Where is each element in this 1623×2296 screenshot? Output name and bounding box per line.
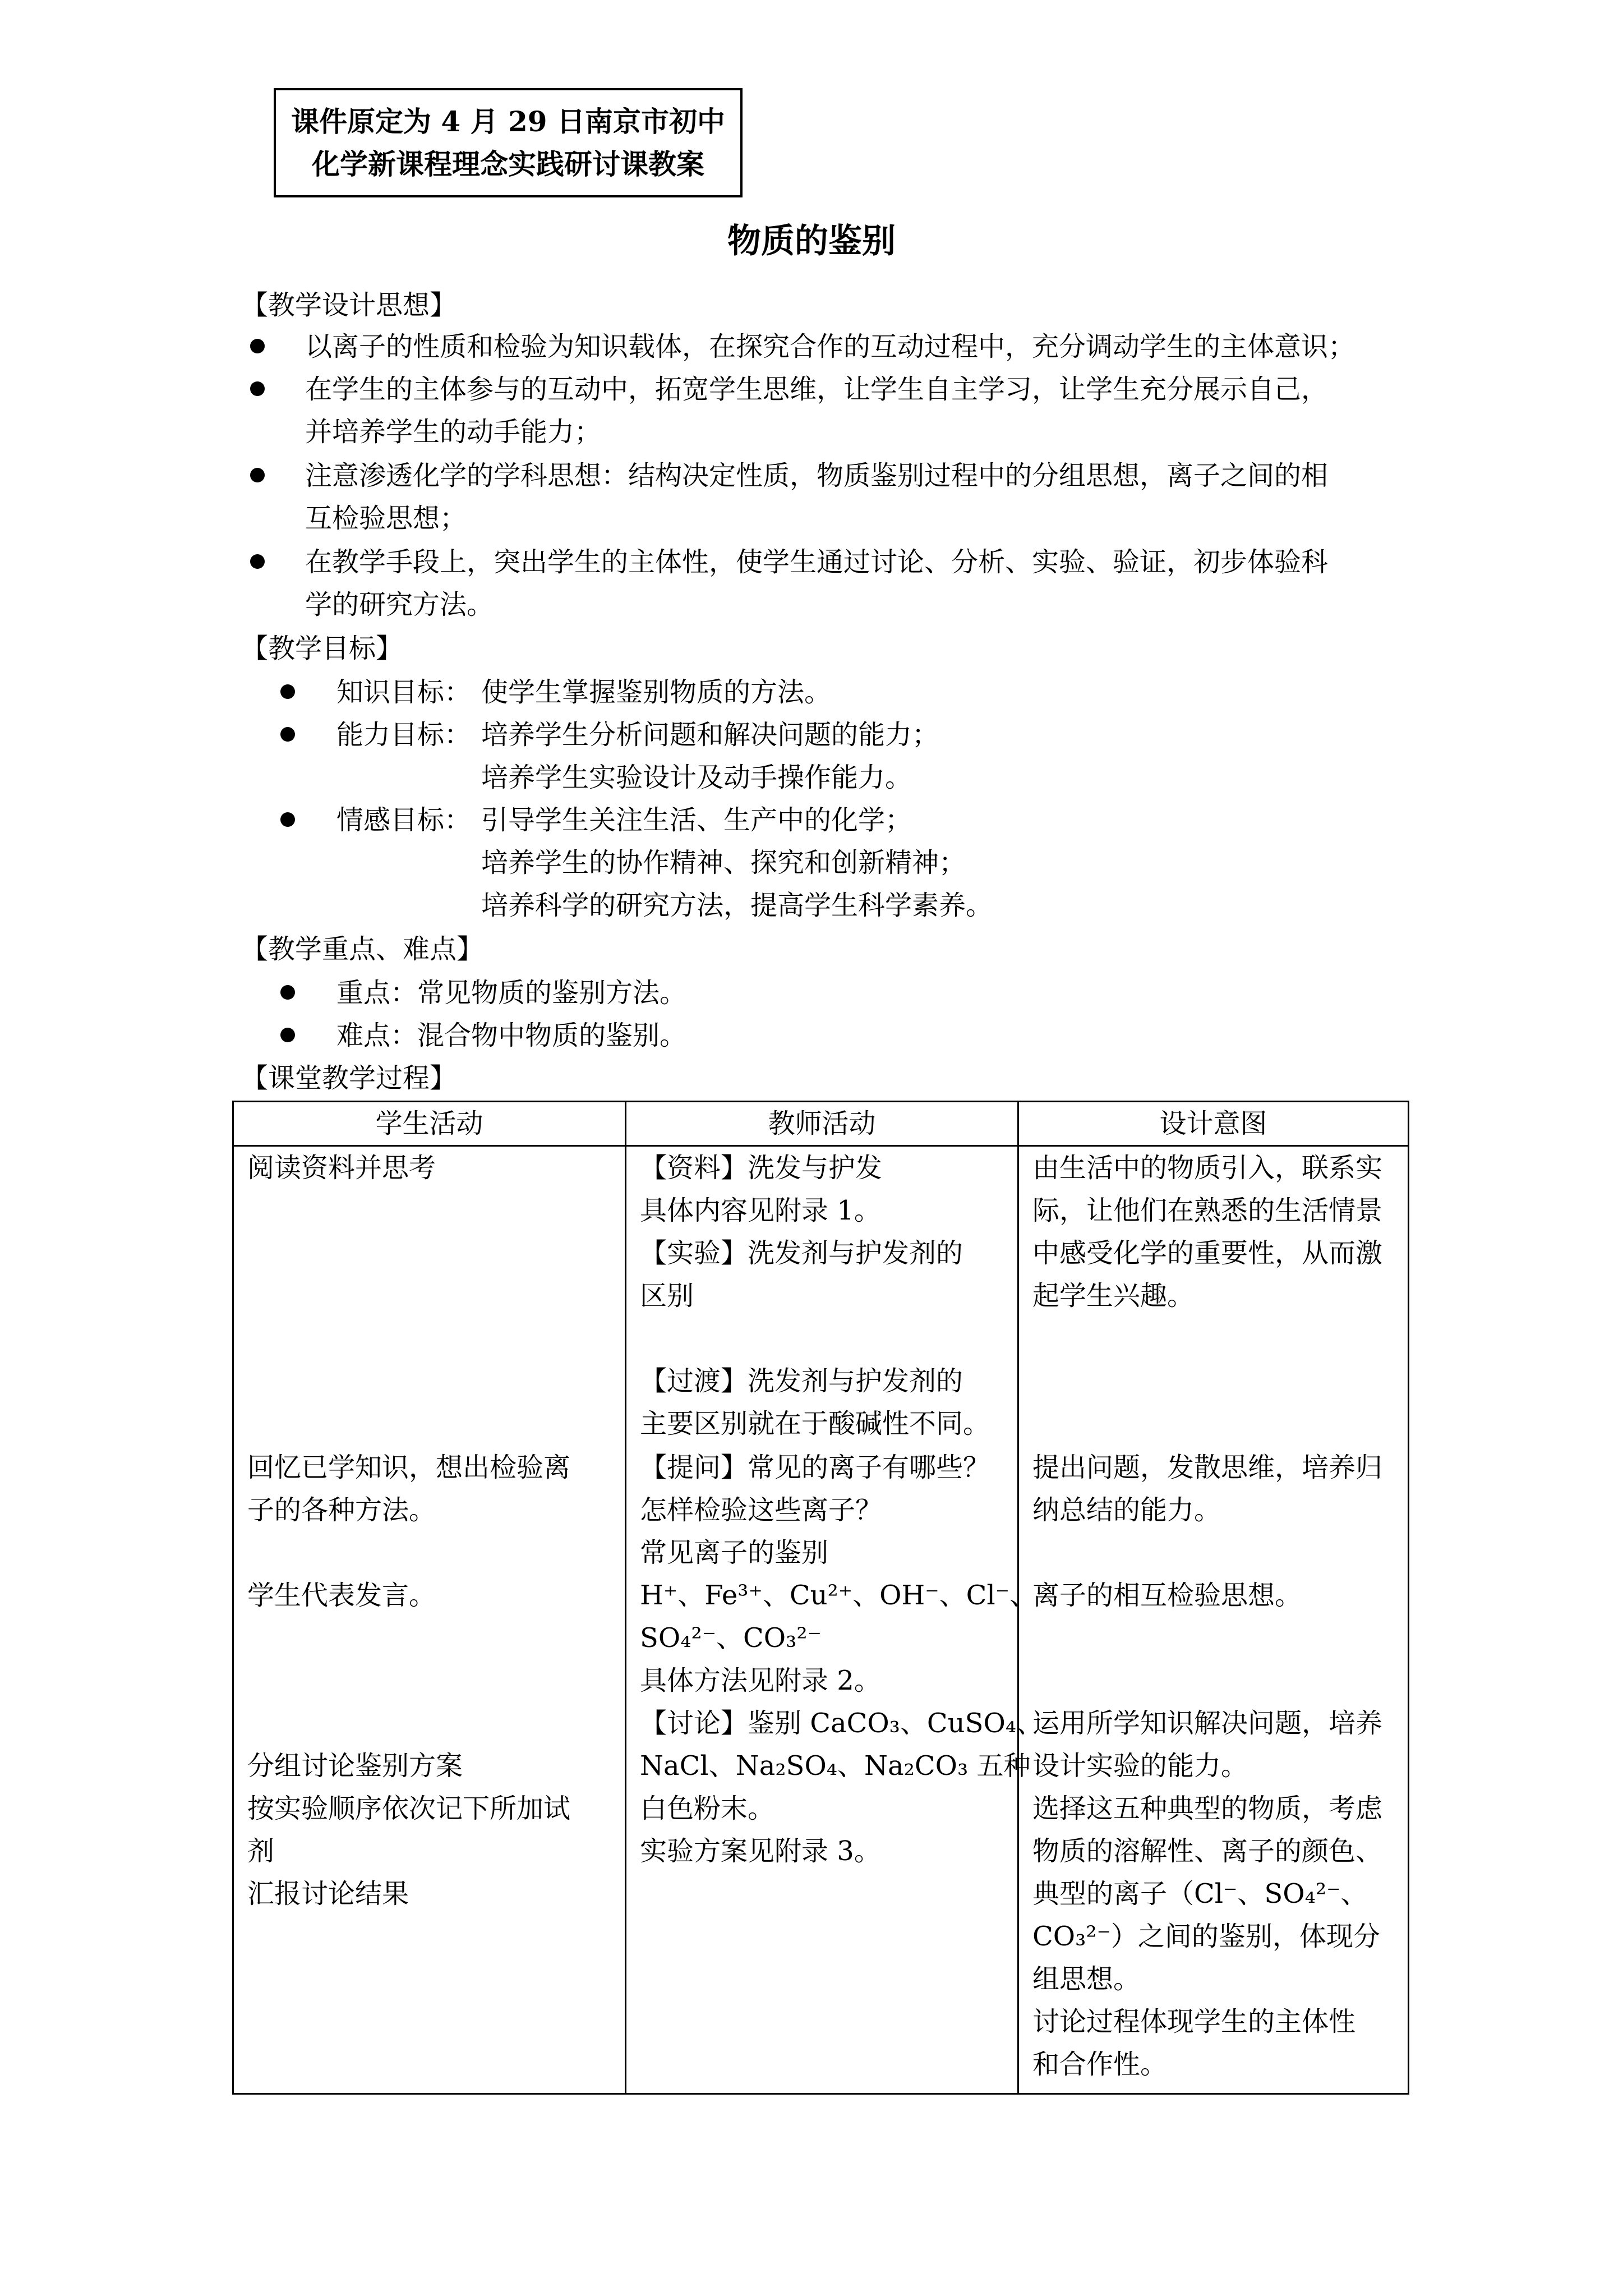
column-header-teacher: 教师活动 bbox=[626, 1102, 1018, 1146]
intent-line: 离子的相互检验思想。 bbox=[1032, 1580, 1302, 1611]
teacher-line: 常见离子的鉴别 bbox=[640, 1537, 829, 1568]
course-note-box bbox=[274, 88, 743, 197]
design-idea-2-line2: 并培养学生的动手能力； bbox=[305, 416, 602, 448]
knowledge-goal-label: 知识目标： bbox=[336, 677, 472, 708]
design-idea-1: 以离子的性质和检验为知识载体，在探究合作的互动过程中，充分调动学生的主体意识； bbox=[305, 331, 1355, 362]
intent-line: 组思想。 bbox=[1032, 1963, 1141, 1995]
student-line: 按实验顺序依次记下所加试 bbox=[247, 1793, 571, 1824]
ability-goal-2: 培养学生实验设计及动手操作能力。 bbox=[481, 762, 912, 793]
emotion-goal-label: 情感目标： bbox=[336, 804, 472, 836]
bullet-icon bbox=[250, 554, 265, 569]
intent-line: 起学生兴趣。 bbox=[1032, 1280, 1195, 1312]
column-header-student: 学生活动 bbox=[233, 1102, 626, 1146]
emotion-goal-2: 培养学生的协作精神、探究和创新精神； bbox=[481, 847, 966, 878]
student-line: 回忆已学知识，想出检验离 bbox=[247, 1452, 571, 1483]
bullet-icon bbox=[280, 1028, 295, 1042]
intent-line: 中感受化学的重要性，从而激 bbox=[1032, 1237, 1383, 1269]
intent-line: 设计实验的能力。 bbox=[1032, 1750, 1248, 1782]
bullet-icon bbox=[280, 727, 295, 742]
intent-line: 和合作性。 bbox=[1032, 2049, 1168, 2080]
intent-line: CO₃²⁻）之间的鉴别，体现分 bbox=[1032, 1921, 1380, 1952]
bullet-icon bbox=[250, 339, 265, 353]
teacher-line: 实验方案见附录 3。 bbox=[640, 1835, 881, 1867]
teacher-line: 白色粉末。 bbox=[640, 1793, 775, 1824]
teacher-line: 具体方法见附录 2。 bbox=[640, 1665, 881, 1696]
design-idea-2-line1: 在学生的主体参与的互动中，拓宽学生思维，让学生自主学习，让学生充分展示自己， bbox=[305, 374, 1329, 405]
bullet-icon bbox=[280, 985, 295, 1000]
intent-line: 讨论过程体现学生的主体性 bbox=[1032, 2006, 1356, 2037]
student-line: 分组讨论鉴别方案 bbox=[247, 1750, 463, 1782]
intent-line: 典型的离子（Cl⁻、SO₄²⁻、 bbox=[1032, 1878, 1368, 1910]
teacher-line: 主要区别就在于酸碱性不同。 bbox=[640, 1408, 990, 1439]
teacher-line: 【讨论】鉴别 CaCO₃、CuSO₄、 bbox=[640, 1708, 1044, 1739]
table-header-row bbox=[233, 1102, 1409, 1146]
design-intent-cell bbox=[1018, 1146, 1409, 2094]
student-line: 阅读资料并思考 bbox=[247, 1152, 436, 1184]
teacher-line: 具体内容见附录 1。 bbox=[640, 1195, 881, 1226]
student-line: 子的各种方法。 bbox=[247, 1494, 436, 1526]
student-line: 汇报讨论结果 bbox=[247, 1878, 409, 1910]
ability-goal-label: 能力目标： bbox=[336, 719, 472, 751]
knowledge-goal: 使学生掌握鉴别物质的方法。 bbox=[481, 677, 832, 708]
intent-line: 际，让他们在熟悉的生活情景 bbox=[1032, 1195, 1383, 1226]
design-idea-4-line2: 学的研究方法。 bbox=[305, 589, 494, 620]
teacher-line: 【过渡】洗发剂与护发剂的 bbox=[640, 1365, 963, 1397]
intent-line: 运用所学知识解决问题，培养 bbox=[1032, 1708, 1383, 1739]
student-line: 学生代表发言。 bbox=[247, 1580, 436, 1611]
teacher-line: SO₄²⁻、CO₃²⁻ bbox=[640, 1622, 822, 1654]
bullet-icon bbox=[250, 381, 265, 396]
design-idea-heading: 【教学设计思想】 bbox=[241, 289, 457, 321]
key-points-heading: 【教学重点、难点】 bbox=[241, 933, 484, 965]
emotion-goal-3: 培养科学的研究方法，提高学生科学素养。 bbox=[481, 890, 993, 921]
process-heading: 【课堂教学过程】 bbox=[241, 1062, 457, 1094]
note-line-1: 课件原定为 4 月 29 日南京市初中 bbox=[291, 104, 725, 138]
intent-line: 选择这五种典型的物质，考虑 bbox=[1032, 1793, 1383, 1824]
intent-line: 纳总结的能力。 bbox=[1032, 1494, 1221, 1526]
student-line: 剂 bbox=[247, 1835, 275, 1867]
bullet-icon bbox=[280, 684, 295, 699]
page-title: 物质的鉴别 bbox=[727, 222, 896, 261]
design-idea-3-line1: 注意渗透化学的学科思想：结构决定性质，物质鉴别过程中的分组思想，离子之间的相 bbox=[305, 460, 1329, 491]
intent-line: 由生活中的物质引入，联系实 bbox=[1032, 1152, 1383, 1184]
ability-goal-1: 培养学生分析问题和解决问题的能力； bbox=[481, 719, 939, 751]
student-activity-cell bbox=[233, 1146, 626, 2094]
teacher-line: H⁺、Fe³⁺、Cu²⁺、OH⁻、Cl⁻、 bbox=[640, 1580, 1037, 1611]
teacher-line: 【提问】常见的离子有哪些？ bbox=[640, 1452, 990, 1483]
difficult-point: 难点：混合物中物质的鉴别。 bbox=[336, 1020, 687, 1051]
emotion-goal-1: 引导学生关注生活、生产中的化学； bbox=[481, 804, 912, 836]
bullet-icon bbox=[250, 468, 265, 482]
column-header-intent: 设计意图 bbox=[1018, 1102, 1409, 1146]
design-idea-3-line2: 互检验思想； bbox=[305, 503, 467, 534]
intent-line: 物质的溶解性、离子的颜色、 bbox=[1032, 1835, 1383, 1867]
key-point: 重点：常见物质的鉴别方法。 bbox=[336, 977, 687, 1009]
teacher-line: 【资料】洗发与护发 bbox=[640, 1152, 883, 1184]
goals-heading: 【教学目标】 bbox=[241, 633, 403, 664]
teacher-line: NaCl、Na₂SO₄、Na₂CO₃ 五种 bbox=[640, 1750, 1031, 1782]
table-row bbox=[233, 1146, 1409, 2094]
note-line-2: 化学新课程理念实践研讨课教案 bbox=[312, 147, 704, 181]
teacher-line: 区别 bbox=[640, 1280, 694, 1312]
teacher-activity-cell bbox=[626, 1146, 1044, 2094]
teacher-line: 【实验】洗发剂与护发剂的 bbox=[640, 1237, 963, 1269]
process-table bbox=[232, 1101, 1409, 2095]
intent-line: 提出问题，发散思维，培养归 bbox=[1032, 1452, 1383, 1483]
bullet-icon bbox=[280, 812, 295, 827]
design-idea-4-line1: 在教学手段上，突出学生的主体性，使学生通过讨论、分析、实验、验证，初步体验科 bbox=[305, 546, 1329, 578]
teacher-line: 怎样检验这些离子？ bbox=[640, 1494, 883, 1526]
